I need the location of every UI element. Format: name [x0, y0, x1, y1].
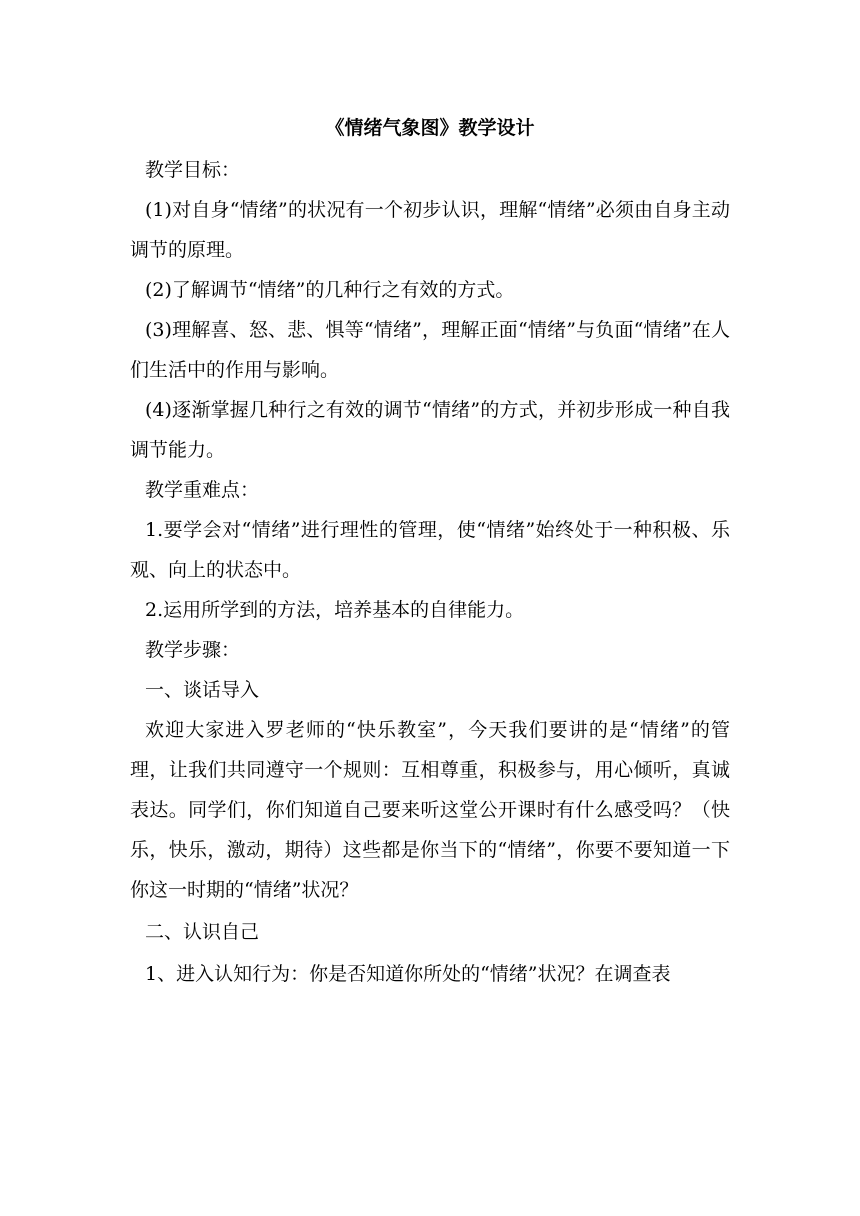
step-heading-1: 一、谈话导入: [145, 679, 260, 701]
section-heading-goals: 教学目标：: [145, 159, 241, 181]
goal-item-4: (4)逐渐掌握几种行之有效的调节“情绪”的方式，并初步形成一种自我调节能力。: [130, 399, 730, 461]
goal-item-1: (1)对自身“情绪”的状况有一个初步认识，理解“情绪”必须由自身主动调节的原理。: [130, 199, 730, 261]
document-body: [130, 108, 730, 994]
section-heading-steps: 教学步骤：: [145, 639, 241, 661]
section-heading-key-points: 教学重难点：: [145, 479, 260, 501]
goal-item-2: (2)了解调节“情绪”的几种行之有效的方式。: [145, 279, 515, 301]
document-title: 《情绪气象图》教学设计: [325, 117, 535, 139]
step-1-body: 欢迎大家进入罗老师的“快乐教室”，今天我们要讲的是“情绪”的管理，让我们共同遵守一个规则：互相尊重，积极参与，用心倾听，真诚表达。同学们，你们知道自己要来听这堂公开课时有什么感受吗？（快乐，快乐，激动，期待）这些都是你当下的“情绪”，你要不要知道一下你这一时期的“情绪”状况？: [130, 719, 730, 901]
goal-item-3: (3)理解喜、怒、悲、惧等“情绪”，理解正面“情绪”与负面“情绪”在人们生活中的作用与影响。: [130, 319, 730, 381]
step-heading-2: 二、认识自己: [145, 921, 260, 943]
step-2-body: 1、进入认知行为：你是否知道你所处的“情绪”状况？在调查表: [145, 963, 671, 985]
key-point-1: 1.要学会对“情绪”进行理性的管理，使“情绪”始终处于一种积极、乐观、向上的状态中。: [130, 519, 730, 581]
key-point-2: 2.运用所学到的方法，培养基本的自律能力。: [145, 599, 525, 621]
